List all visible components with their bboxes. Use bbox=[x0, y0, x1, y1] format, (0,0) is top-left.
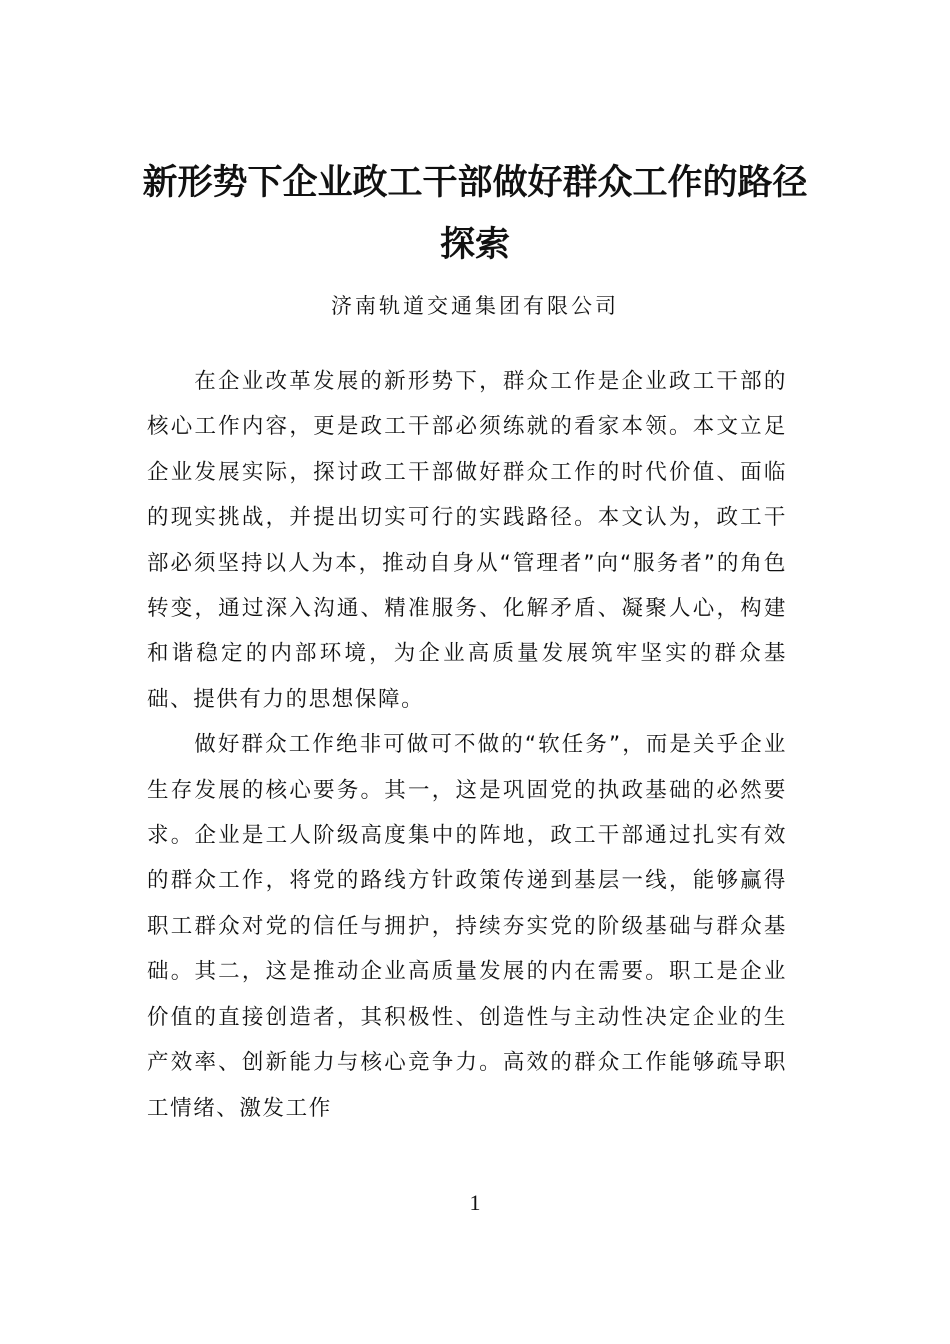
organization-name: 济南轨道交通集团有限公司 bbox=[331, 294, 619, 318]
page-number: 1 bbox=[469, 1190, 481, 1215]
paragraph: 做好群众工作绝非可做可不做的“软任务”，而是关乎企业生存发展的核心要务。其一，这是巩固党的执政基础的必然要求。企业是工人阶级高度集中的阵地，政工干部通过扎实有效的群众工作，将党的路线方针政策传递到基层一线，能够赢得职工群众对党的信任与拥护，持续夯实党的阶级基础与群众基础。其二，这是推动企业高质量发展的内在需要。职工是企业价值的直接创造者，其积极性、创造性与主动性决定企业的生产效率、创新能力与核心竞争力。高效的群众工作能够疏导职工情绪、激发工作 bbox=[147, 732, 787, 1121]
document-body bbox=[147, 359, 787, 1131]
document-title: 新形势下企业政工干部做好群众工作的路径探索 bbox=[142, 162, 808, 265]
paragraph: 在企业改革发展的新形势下，群众工作是企业政工干部的核心工作内容，更是政工干部必须练就的看家本领。本文立足企业发展实际，探讨政工干部做好群众工作的时代价值、面临的现实挑战，并提出切实可行的实践路径。本文认为，政工干部必须坚持以人为本，推动自身从“管理者”向“服务者”的角色转变，通过深入沟通、精准服务、化解矛盾、凝聚人心，构建和谐稳定的内部环境，为企业高质量发展筑牢坚实的群众基础、提供有力的思想保障。 bbox=[147, 369, 787, 712]
